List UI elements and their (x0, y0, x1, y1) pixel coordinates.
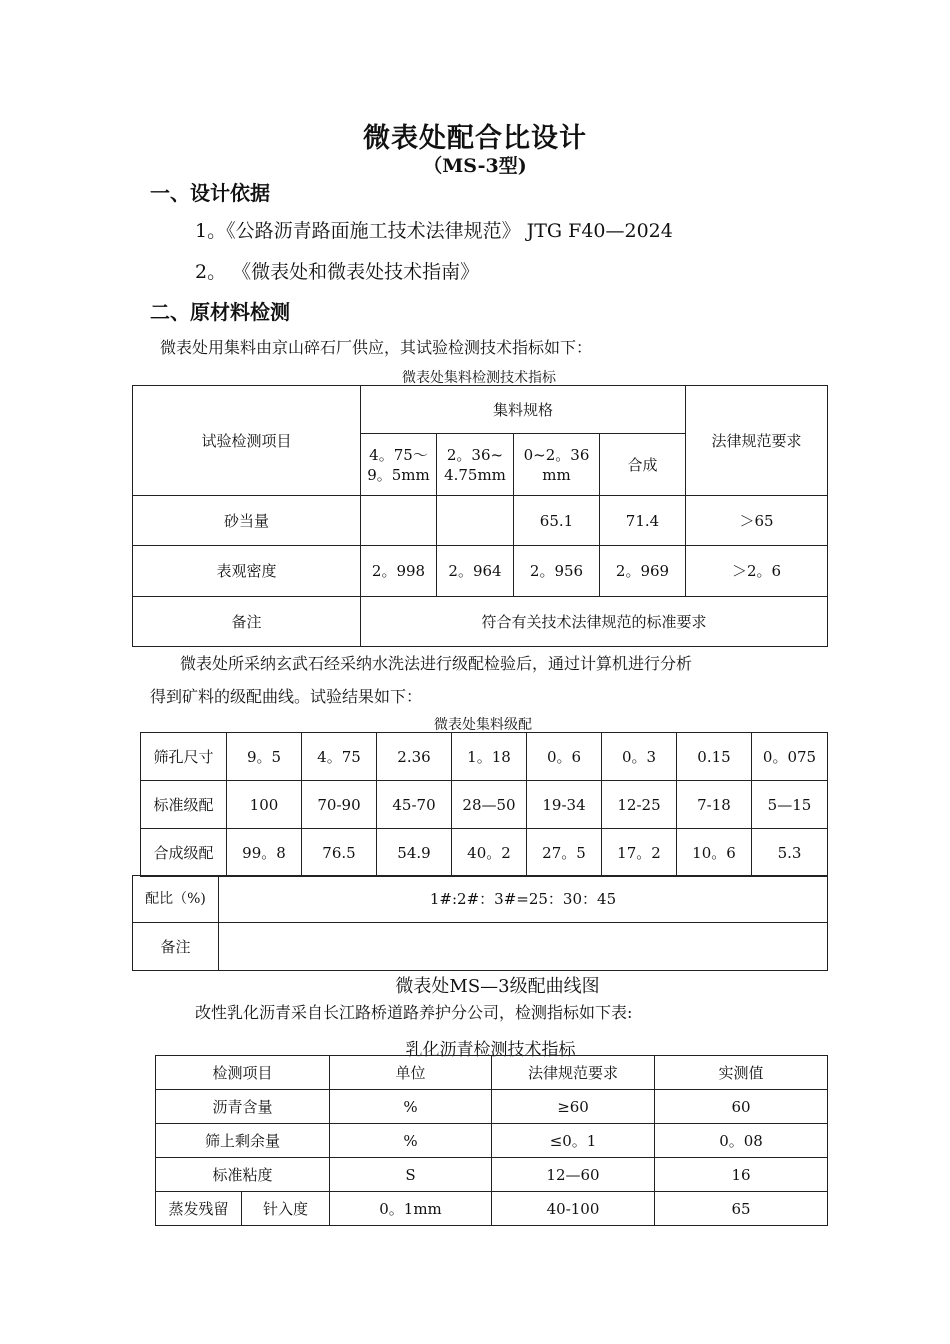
cell-unit: 0。1mm (330, 1192, 492, 1226)
cell-value: 0。6 (527, 733, 602, 781)
emulsion-test-table (155, 1055, 828, 1226)
materials-intro: 微表处用集料由京山碎石厂供应，其试验检测技术指标如下： (160, 338, 593, 357)
cell-value: 65.1 (514, 496, 600, 546)
cell-value: 16 (655, 1158, 828, 1192)
cell-value: 2.36 (377, 733, 452, 781)
remark-label: 备注 (133, 923, 219, 971)
row-label: 砂当量 (133, 496, 361, 546)
cell-value: 5—15 (752, 781, 828, 829)
cell-value: 60 (655, 1090, 828, 1124)
remark-value (219, 923, 828, 971)
reference-1: 1。《公路沥青路面施工技术法律规范》 JTG F40—2024 (195, 220, 673, 242)
table-row (141, 733, 828, 781)
cell-value: 2。964 (437, 546, 514, 597)
cell-value: 19-34 (527, 781, 602, 829)
cell-unit: % (330, 1124, 492, 1158)
table-row (156, 1192, 828, 1226)
page-title: 微表处配合比设计 (363, 123, 587, 154)
cell-value: 7-18 (677, 781, 752, 829)
cell-value: 45-70 (377, 781, 452, 829)
reference-2: 2。 《微表处和微表处技术指南》 (195, 261, 480, 283)
cell-value: 1。18 (452, 733, 527, 781)
gradation-paragraph-line2: 得到矿料的级配曲线。试验结果如下： (150, 687, 423, 706)
gradation-table (140, 732, 828, 877)
section-heading-materials: 二、原材料检测 (150, 300, 290, 324)
subheader-spec: 0~2。36mm (514, 434, 600, 496)
cell-value: 4。75 (302, 733, 377, 781)
emulsion-paragraph: 改性乳化沥青采自长江路桥道路养护分公司，检测指标如下表: (195, 1003, 633, 1022)
cell-value: 17。2 (602, 829, 677, 877)
header-requirement: 法律规范要求 (492, 1056, 655, 1090)
cell-requirement: ＞65 (686, 496, 828, 546)
header-aggregate-spec: 集料规格 (361, 386, 686, 434)
table-row (156, 1124, 828, 1158)
cell-value: 76.5 (302, 829, 377, 877)
cell-value: 54.9 (377, 829, 452, 877)
cell-value (361, 496, 437, 546)
header-requirement: 法律规范要求 (686, 386, 828, 496)
section-heading-basis: 一、设计依据 (150, 181, 270, 205)
row-label: 筛上剩余量 (156, 1124, 330, 1158)
table-row (133, 546, 828, 597)
cell-value: 2。969 (600, 546, 686, 597)
cell-value: 71.4 (600, 496, 686, 546)
row-label: 合成级配 (141, 829, 227, 877)
cell-value: 65 (655, 1192, 828, 1226)
cell-value: 0。3 (602, 733, 677, 781)
table3-caption: 乳化沥青检测技术指标 (405, 1040, 576, 1060)
cell-unit: S (330, 1158, 492, 1192)
aggregate-test-table (132, 385, 828, 647)
subheader-spec: 2。36~4.75mm (437, 434, 514, 496)
table-row (156, 1158, 828, 1192)
cell-requirement: ≥60 (492, 1090, 655, 1124)
row-label: 标准粘度 (156, 1158, 330, 1192)
cell-value: 0.15 (677, 733, 752, 781)
table2-caption: 微表处集料级配 (434, 717, 532, 733)
cell-value: 100 (227, 781, 302, 829)
table-row (141, 781, 828, 829)
ratio-value: 1#:2#：3#=25：30：45 (219, 876, 828, 923)
header-unit: 单位 (330, 1056, 492, 1090)
table-row (133, 923, 828, 971)
table-row (133, 876, 828, 923)
cell-value: 28—50 (452, 781, 527, 829)
row-label: 标准级配 (141, 781, 227, 829)
cell-value: 2。956 (514, 546, 600, 597)
table-row (156, 1056, 828, 1090)
cell-value (437, 496, 514, 546)
ratio-label: 配比（%) (133, 876, 219, 923)
row-label: 筛孔尺寸 (141, 733, 227, 781)
cell-value: 70-90 (302, 781, 377, 829)
cell-value: 10。6 (677, 829, 752, 877)
cell-requirement: 40-100 (492, 1192, 655, 1226)
table-row (141, 829, 828, 877)
cell-requirement: ≤0。1 (492, 1124, 655, 1158)
cell-value: 40。2 (452, 829, 527, 877)
row-label: 表观密度 (133, 546, 361, 597)
table-row (133, 597, 828, 647)
header-measured: 实测值 (655, 1056, 828, 1090)
curve-title: 微表处MS—3级配曲线图 (395, 976, 600, 997)
remark-label: 备注 (133, 597, 361, 647)
cell-value: 27。5 (527, 829, 602, 877)
table1-caption: 微表处集料检测技术指标 (402, 370, 556, 386)
cell-value: 2。998 (361, 546, 437, 597)
cell-unit: % (330, 1090, 492, 1124)
cell-value: 12-25 (602, 781, 677, 829)
cell-value: 99。8 (227, 829, 302, 877)
cell-requirement: ＞2。6 (686, 546, 828, 597)
gradation-paragraph-line1: 微表处所采纳玄武石经采纳水洗法进行级配检验后，通过计算机进行分析 (180, 654, 693, 673)
row-label: 沥青含量 (156, 1090, 330, 1124)
subheader-spec: 合成 (600, 434, 686, 496)
page-subtitle: （MS-3型) (423, 155, 527, 177)
table-row (156, 1090, 828, 1124)
header-test-item: 试验检测项目 (133, 386, 361, 496)
row-label: 针入度 (242, 1192, 330, 1226)
cell-requirement: 12—60 (492, 1158, 655, 1192)
cell-value: 0。075 (752, 733, 828, 781)
row-group-label: 蒸发残留 (156, 1192, 242, 1226)
header-item: 检测项目 (156, 1056, 330, 1090)
cell-value: 9。5 (227, 733, 302, 781)
cell-value: 5.3 (752, 829, 828, 877)
table-row (133, 496, 828, 546)
ratio-table (132, 875, 828, 971)
subheader-spec: 4。75～9。5mm (361, 434, 437, 496)
cell-value: 0。08 (655, 1124, 828, 1158)
remark-value: 符合有关技术法律规范的标准要求 (361, 597, 828, 647)
